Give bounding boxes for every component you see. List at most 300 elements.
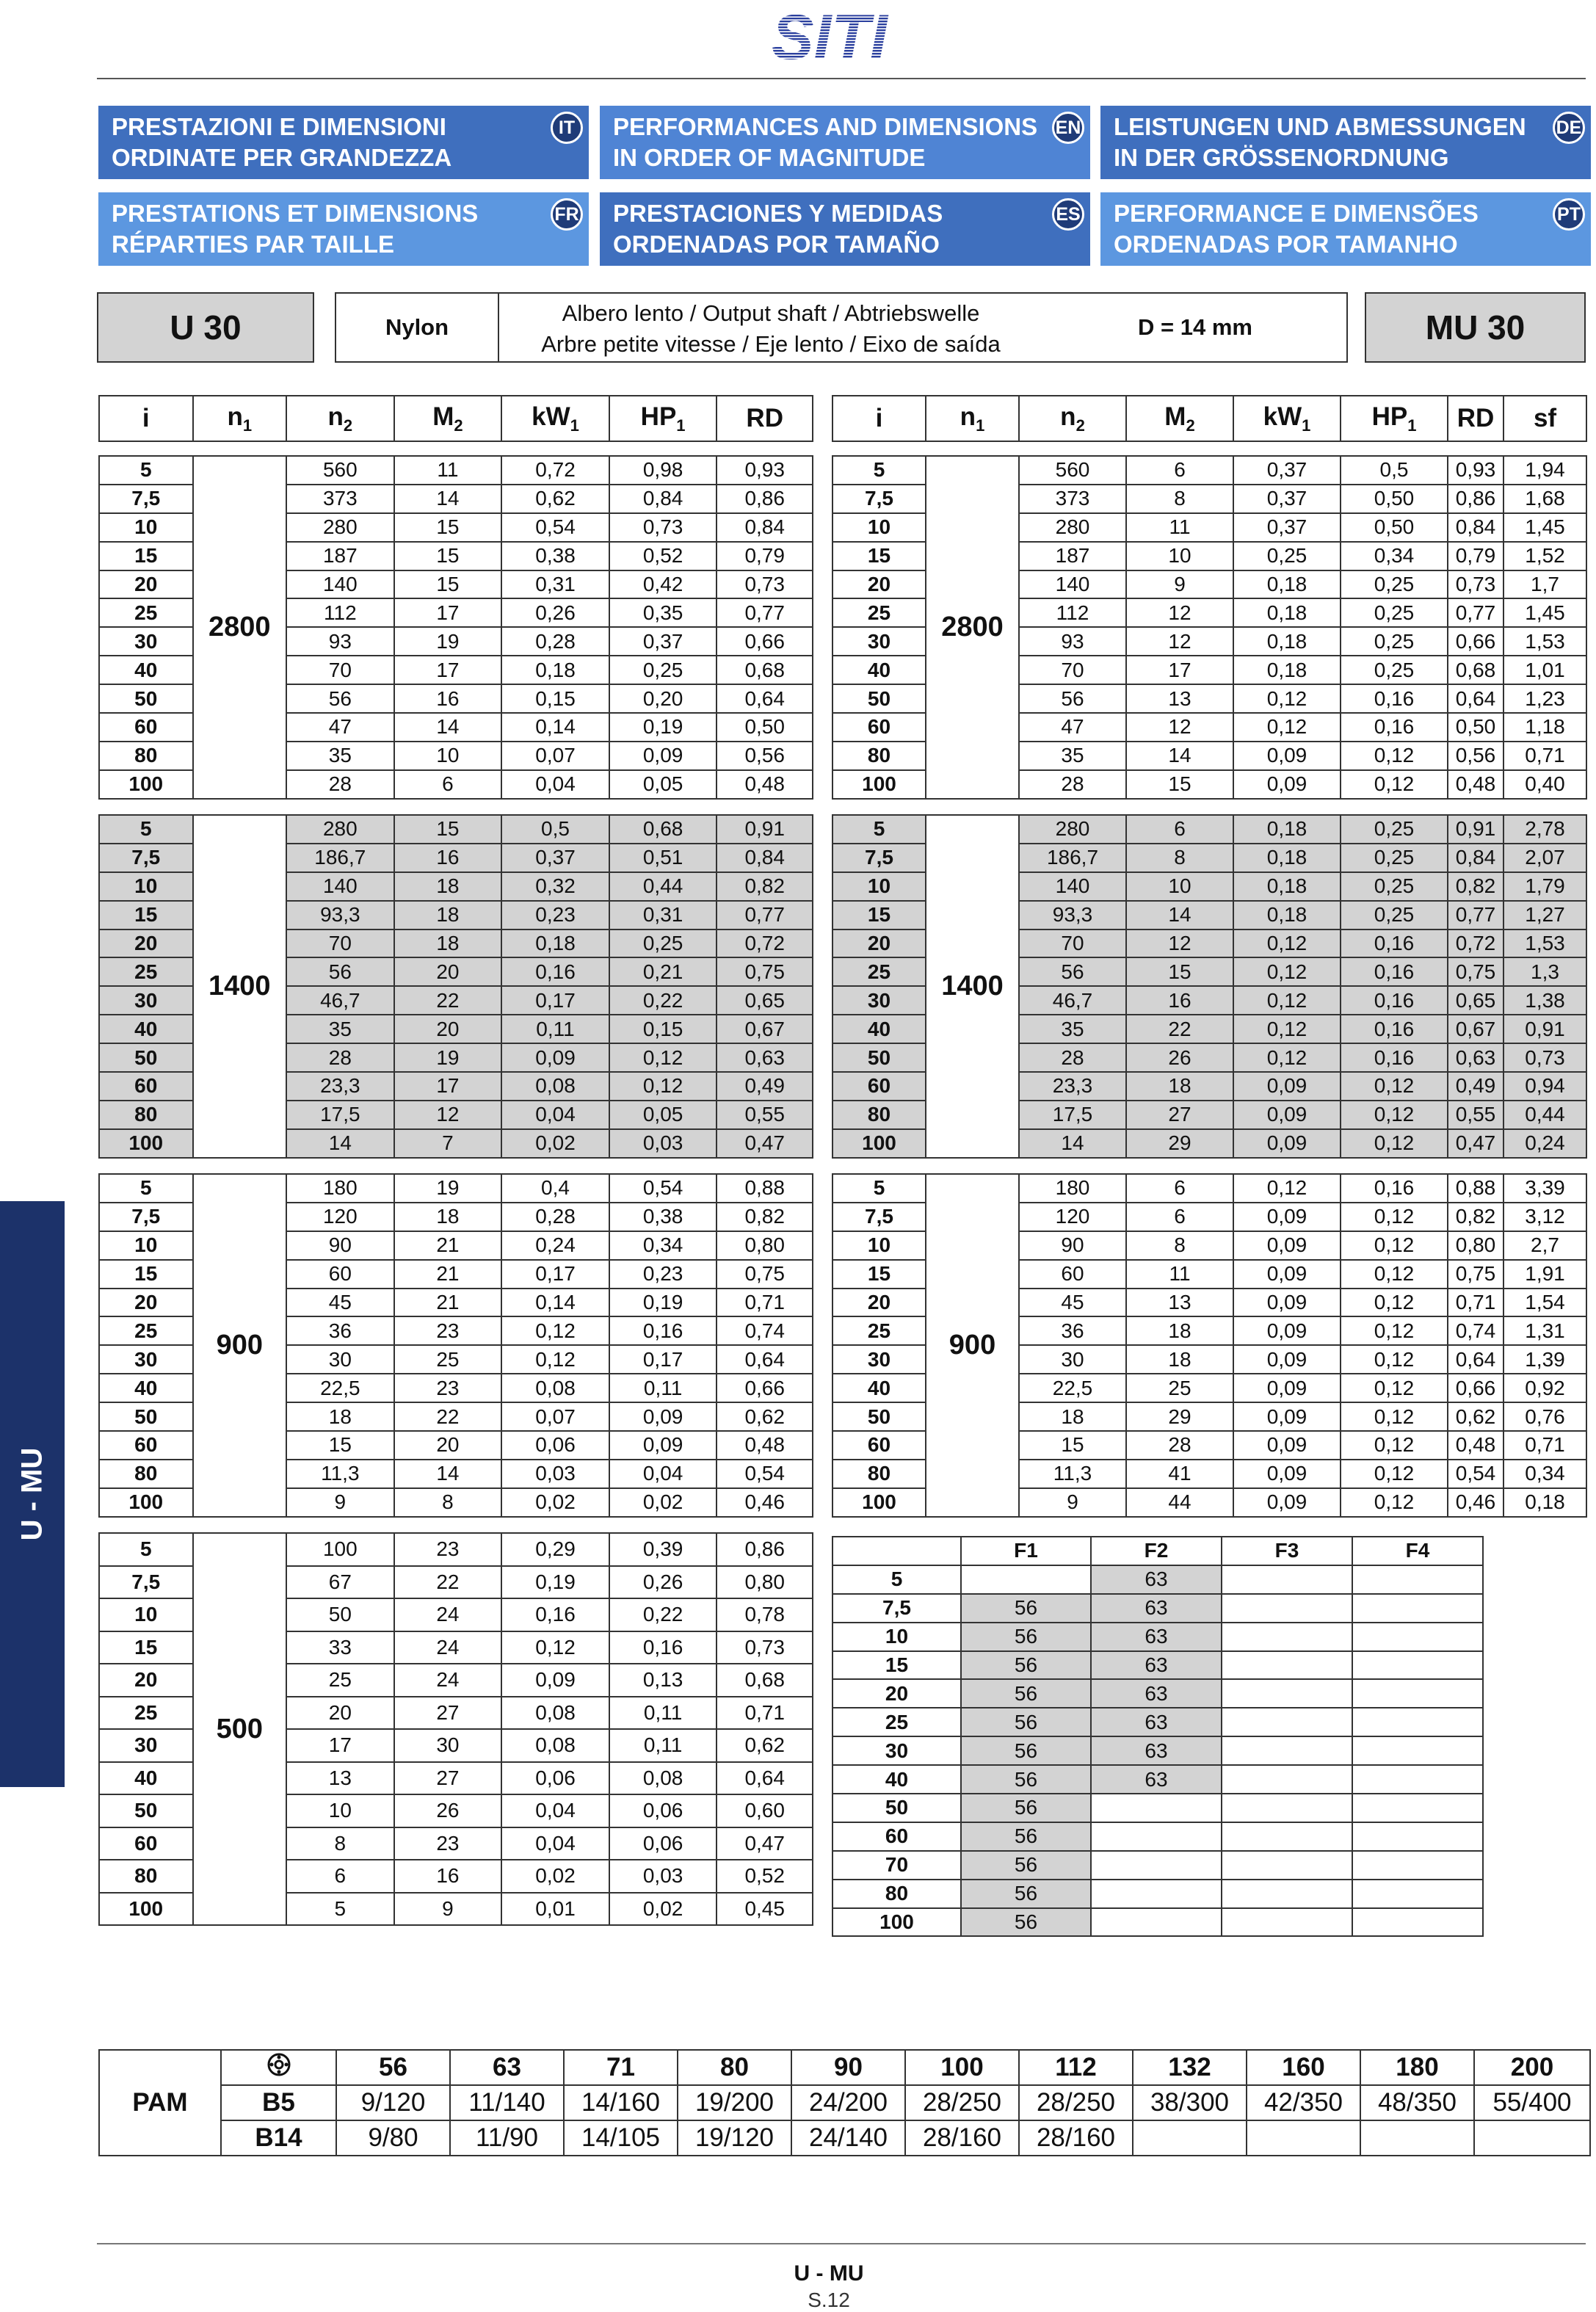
motor-size-cell: 56 xyxy=(336,2050,450,2085)
flange-table xyxy=(832,1536,1484,1937)
value-cell: 0,15 xyxy=(501,684,609,713)
value-cell: 0,12 xyxy=(1341,1101,1448,1129)
value-cell: 24 xyxy=(394,1664,502,1697)
value-cell: 0,08 xyxy=(501,1374,609,1402)
value-cell: 0,91 xyxy=(1503,1015,1586,1043)
banner-line: RÉPARTIES PAR TAILLE xyxy=(112,231,395,258)
value-cell: 12 xyxy=(1126,598,1233,627)
header-symbol: kW xyxy=(1263,402,1302,431)
flange-cell: 63 xyxy=(1091,1679,1222,1708)
value-cell: 0,63 xyxy=(1448,1043,1503,1072)
header-symbol: HP xyxy=(1371,402,1408,431)
value-cell: 0,73 xyxy=(609,513,717,542)
value-cell: 1,3 xyxy=(1503,957,1586,986)
language-code-badge: EN xyxy=(1052,112,1084,144)
value-cell: 0,25 xyxy=(609,656,717,684)
mu30-col-header xyxy=(833,396,926,441)
value-cell: 0,16 xyxy=(1341,929,1448,958)
b5-cell: 19/200 xyxy=(678,2085,791,2120)
value-cell: 0,71 xyxy=(1448,1289,1503,1317)
value-cell: 1,01 xyxy=(1503,656,1586,684)
value-cell: 47 xyxy=(286,713,394,742)
value-cell: 30 xyxy=(394,1729,502,1762)
value-cell: 18 xyxy=(1126,1345,1233,1374)
value-cell: 35 xyxy=(286,1015,394,1043)
value-cell: 17 xyxy=(394,598,502,627)
value-cell: 0,75 xyxy=(1448,957,1503,986)
value-cell: 0,12 xyxy=(1341,770,1448,799)
value-cell: 0,15 xyxy=(609,1015,717,1043)
flange-cell xyxy=(1222,1851,1352,1880)
value-cell: 0,91 xyxy=(717,815,813,844)
value-cell: 0,5 xyxy=(1341,456,1448,485)
value-cell: 14 xyxy=(394,485,502,513)
model-u30-label: U 30 xyxy=(97,292,314,363)
value-cell: 50 xyxy=(286,1598,394,1631)
value-cell: 280 xyxy=(286,513,394,542)
value-cell: 1,23 xyxy=(1503,684,1586,713)
shaft-info-box xyxy=(335,292,1348,363)
ratio-cell: 40 xyxy=(99,1762,193,1795)
value-cell: 0,79 xyxy=(717,542,813,570)
motor-flange-icon xyxy=(221,2050,336,2085)
value-cell: 0,09 xyxy=(1233,1101,1341,1129)
value-cell: 0,80 xyxy=(1448,1231,1503,1260)
value-cell: 93,3 xyxy=(1019,901,1126,929)
value-cell: 70 xyxy=(286,656,394,684)
header-symbol: sf xyxy=(1533,404,1557,432)
value-cell: 0,48 xyxy=(1448,770,1503,799)
mu30-column-header xyxy=(832,395,1587,442)
banner-line: ORDINATE PER GRANDEZZA xyxy=(112,144,452,171)
motor-size-cell: 132 xyxy=(1133,2050,1247,2085)
flange-cell xyxy=(1352,1565,1483,1594)
value-cell: 19 xyxy=(394,1043,502,1072)
value-cell: 0,12 xyxy=(1233,713,1341,742)
value-cell: 0,54 xyxy=(1448,1460,1503,1488)
value-cell: 0,16 xyxy=(501,957,609,986)
value-cell: 14 xyxy=(1126,901,1233,929)
value-cell: 35 xyxy=(1019,1015,1126,1043)
value-cell: 0,12 xyxy=(1341,1402,1448,1431)
value-cell: 0,18 xyxy=(1233,901,1341,929)
mu30-speed-block xyxy=(832,455,1587,800)
ratio-cell: 15 xyxy=(833,542,926,570)
b14-cell: 14/105 xyxy=(564,2120,678,2156)
banner-fr xyxy=(98,192,589,266)
value-cell: 0,73 xyxy=(1503,1043,1586,1072)
value-cell: 0,18 xyxy=(501,929,609,958)
value-cell: 11 xyxy=(1126,513,1233,542)
value-cell: 0,44 xyxy=(1503,1101,1586,1129)
u30-col-header xyxy=(286,396,394,441)
flange-cell: 56 xyxy=(961,1736,1091,1765)
motor-size-cell: 90 xyxy=(791,2050,905,2085)
value-cell: 60 xyxy=(1019,1260,1126,1289)
value-cell: 0,50 xyxy=(1448,713,1503,742)
value-cell: 1,54 xyxy=(1503,1289,1586,1317)
flange-cell: 56 xyxy=(961,1880,1091,1908)
value-cell: 0,47 xyxy=(717,1827,813,1860)
flange-cell xyxy=(1091,1794,1222,1822)
value-cell: 0,38 xyxy=(501,542,609,570)
ratio-cell: 5 xyxy=(99,456,193,485)
value-cell: 46,7 xyxy=(1019,986,1126,1015)
flange-col-header: F1 xyxy=(961,1537,1091,1565)
value-cell: 70 xyxy=(1019,929,1126,958)
value-cell: 0,50 xyxy=(1341,485,1448,513)
value-cell: 100 xyxy=(286,1533,394,1566)
b14-cell: 28/160 xyxy=(905,2120,1019,2156)
flange-cell: 56 xyxy=(961,1822,1091,1851)
value-cell: 280 xyxy=(1019,815,1126,844)
value-cell: 6 xyxy=(1126,815,1233,844)
value-cell: 0,12 xyxy=(609,1072,717,1101)
value-cell: 0,75 xyxy=(1448,1260,1503,1289)
header-symbol: i xyxy=(142,404,150,432)
ratio-cell: 5 xyxy=(833,456,926,485)
ratio-cell: 5 xyxy=(99,815,193,844)
svg-text:SITI: SITI xyxy=(772,6,888,65)
value-cell: 0,92 xyxy=(1503,1374,1586,1402)
value-cell: 0,50 xyxy=(717,713,813,742)
value-cell: 0,75 xyxy=(717,957,813,986)
value-cell: 0,02 xyxy=(501,1129,609,1158)
input-speed-cell: 2800 xyxy=(926,456,1019,799)
value-cell: 1,94 xyxy=(1503,456,1586,485)
value-cell: 0,37 xyxy=(609,627,717,656)
header-symbol: M xyxy=(432,402,454,431)
value-cell: 186,7 xyxy=(286,844,394,872)
value-cell: 0,03 xyxy=(609,1860,717,1893)
value-cell: 13 xyxy=(286,1762,394,1795)
value-cell: 187 xyxy=(1019,542,1126,570)
table-row xyxy=(833,1565,1483,1594)
value-cell: 0,18 xyxy=(1233,627,1341,656)
ratio-cell: 30 xyxy=(833,986,926,1015)
table-row xyxy=(833,1174,1586,1203)
value-cell: 0,09 xyxy=(1233,1203,1341,1231)
mu30-col-header xyxy=(1233,396,1341,441)
ratio-cell: 60 xyxy=(833,1822,961,1851)
value-cell: 0,54 xyxy=(717,1460,813,1488)
value-cell: 0,29 xyxy=(501,1533,609,1566)
value-cell: 0,25 xyxy=(1341,656,1448,684)
value-cell: 1,53 xyxy=(1503,929,1586,958)
value-cell: 9 xyxy=(394,1893,502,1926)
table-row xyxy=(99,815,813,844)
value-cell: 12 xyxy=(1126,627,1233,656)
value-cell: 14 xyxy=(286,1129,394,1158)
value-cell: 36 xyxy=(286,1316,394,1345)
motor-size-cell: 200 xyxy=(1474,2050,1590,2085)
value-cell: 19 xyxy=(394,627,502,656)
value-cell: 120 xyxy=(1019,1203,1126,1231)
flange-cell xyxy=(1222,1765,1352,1794)
ratio-cell: 25 xyxy=(833,598,926,627)
u30-col-header xyxy=(609,396,717,441)
flange-cell: 56 xyxy=(961,1651,1091,1680)
shaft-diameter: D = 14 mm xyxy=(1138,314,1252,340)
value-cell: 0,18 xyxy=(1233,815,1341,844)
value-cell: 7 xyxy=(394,1129,502,1158)
value-cell: 1,45 xyxy=(1503,513,1586,542)
ratio-cell: 70 xyxy=(833,1851,961,1880)
value-cell: 0,40 xyxy=(1503,770,1586,799)
value-cell: 18 xyxy=(1019,1402,1126,1431)
value-cell: 0,09 xyxy=(609,1402,717,1431)
flange-cell xyxy=(1352,1765,1483,1794)
value-cell: 0,14 xyxy=(501,713,609,742)
value-cell: 15 xyxy=(394,513,502,542)
value-cell: 0,19 xyxy=(501,1566,609,1599)
value-cell: 0,12 xyxy=(1341,1231,1448,1260)
value-cell: 18 xyxy=(1126,1072,1233,1101)
motor-size-cell: 71 xyxy=(564,2050,678,2085)
value-cell: 1,53 xyxy=(1503,627,1586,656)
value-cell: 16 xyxy=(394,1860,502,1893)
input-speed-cell: 1400 xyxy=(926,815,1019,1158)
value-cell: 0,20 xyxy=(609,684,717,713)
header-subscript: 1 xyxy=(570,416,579,435)
value-cell: 17 xyxy=(1126,656,1233,684)
input-speed-cell: 500 xyxy=(193,1533,287,1925)
value-cell: 0,11 xyxy=(501,1015,609,1043)
ratio-cell: 60 xyxy=(833,713,926,742)
value-cell: 6 xyxy=(1126,1174,1233,1203)
value-cell: 0,55 xyxy=(717,1101,813,1129)
value-cell: 56 xyxy=(286,684,394,713)
value-cell: 10 xyxy=(1126,542,1233,570)
value-cell: 0,11 xyxy=(609,1697,717,1730)
ratio-cell: 25 xyxy=(99,598,193,627)
value-cell: 0,37 xyxy=(501,844,609,872)
ratio-cell: 20 xyxy=(833,929,926,958)
ratio-cell: 30 xyxy=(833,1736,961,1765)
value-cell: 0,64 xyxy=(717,684,813,713)
ratio-cell: 10 xyxy=(99,1598,193,1631)
value-cell: 0,62 xyxy=(717,1402,813,1431)
value-cell: 0,56 xyxy=(1448,742,1503,770)
ratio-cell: 15 xyxy=(99,542,193,570)
value-cell: 22 xyxy=(394,1566,502,1599)
value-cell: 10 xyxy=(1126,872,1233,901)
value-cell: 140 xyxy=(286,570,394,599)
value-cell: 1,45 xyxy=(1503,598,1586,627)
blank-corner-cell xyxy=(833,1537,961,1565)
value-cell: 5 xyxy=(286,1893,394,1926)
shaft-line: Albero lento / Output shaft / Abtriebswelle xyxy=(562,300,980,326)
value-cell: 0,32 xyxy=(501,872,609,901)
b5-cell: 38/300 xyxy=(1133,2085,1247,2120)
value-cell: 0,11 xyxy=(609,1374,717,1402)
value-cell: 0,12 xyxy=(1341,1289,1448,1317)
ratio-cell: 60 xyxy=(99,713,193,742)
value-cell: 0,16 xyxy=(1341,713,1448,742)
b5-cell: 14/160 xyxy=(564,2085,678,2120)
value-cell: 0,12 xyxy=(501,1631,609,1664)
value-cell: 0,09 xyxy=(609,1431,717,1460)
value-cell: 0,26 xyxy=(501,598,609,627)
value-cell: 0,73 xyxy=(717,570,813,599)
table-row xyxy=(833,1736,1483,1765)
u30-col-header xyxy=(501,396,609,441)
value-cell: 22 xyxy=(1126,1015,1233,1043)
flange-cell xyxy=(1352,1623,1483,1651)
banner-line: PERFORMANCES AND DIMENSIONS xyxy=(613,113,1038,140)
value-cell: 0,68 xyxy=(717,656,813,684)
value-cell: 33 xyxy=(286,1631,394,1664)
value-cell: 0,09 xyxy=(1233,742,1341,770)
ratio-cell: 40 xyxy=(833,656,926,684)
flange-cell xyxy=(1222,1880,1352,1908)
ratio-cell: 30 xyxy=(99,986,193,1015)
value-cell: 10 xyxy=(394,742,502,770)
value-cell: 0,34 xyxy=(1503,1460,1586,1488)
ratio-cell: 50 xyxy=(833,1794,961,1822)
ratio-cell: 5 xyxy=(99,1174,193,1203)
flange-cell: 56 xyxy=(961,1851,1091,1880)
value-cell: 0,45 xyxy=(717,1893,813,1926)
value-cell: 6 xyxy=(286,1860,394,1893)
flange-cell xyxy=(1352,1594,1483,1623)
value-cell: 0,93 xyxy=(1448,456,1503,485)
value-cell: 0,16 xyxy=(501,1598,609,1631)
value-cell: 0,54 xyxy=(609,1174,717,1203)
value-cell: 23,3 xyxy=(286,1072,394,1101)
value-cell: 0,05 xyxy=(609,770,717,799)
value-cell: 0,07 xyxy=(501,742,609,770)
value-cell: 19 xyxy=(394,1174,502,1203)
ratio-cell: 15 xyxy=(833,901,926,929)
banner-line: PERFORMANCE E DIMENSÕES xyxy=(1114,200,1479,227)
table-row xyxy=(833,1623,1483,1651)
value-cell: 11,3 xyxy=(1019,1460,1126,1488)
table-row xyxy=(833,1679,1483,1708)
header-symbol: RD xyxy=(1457,404,1495,432)
mu30-speed-block xyxy=(832,814,1587,1159)
table-row xyxy=(833,1594,1483,1623)
value-cell: 0,17 xyxy=(501,986,609,1015)
ratio-cell: 25 xyxy=(833,957,926,986)
value-cell: 1,38 xyxy=(1503,986,1586,1015)
u30-speed-block xyxy=(98,1532,813,1926)
value-cell: 0,71 xyxy=(1503,1431,1586,1460)
value-cell: 17 xyxy=(394,1072,502,1101)
language-code-badge: IT xyxy=(551,112,583,144)
u30-column-header xyxy=(98,395,813,442)
value-cell: 28 xyxy=(1019,770,1126,799)
value-cell: 60 xyxy=(286,1260,394,1289)
value-cell: 0,34 xyxy=(609,1231,717,1260)
value-cell: 23,3 xyxy=(1019,1072,1126,1101)
banner-line: LEISTUNGEN UND ABMESSUNGEN xyxy=(1114,113,1526,140)
flange-cell xyxy=(1352,1679,1483,1708)
ratio-cell: 80 xyxy=(99,742,193,770)
value-cell: 0,12 xyxy=(1233,929,1341,958)
flange-cell: 63 xyxy=(1091,1708,1222,1736)
value-cell: 0,4 xyxy=(501,1174,609,1203)
header-row xyxy=(833,1537,1483,1565)
value-cell: 0,14 xyxy=(501,1289,609,1317)
value-cell: 29 xyxy=(1126,1402,1233,1431)
value-cell: 36 xyxy=(1019,1316,1126,1345)
value-cell: 0,77 xyxy=(717,901,813,929)
table-row xyxy=(833,1765,1483,1794)
value-cell: 0,67 xyxy=(1448,1015,1503,1043)
ratio-cell: 100 xyxy=(833,1908,961,1937)
u30-col-header xyxy=(99,396,193,441)
value-cell: 45 xyxy=(1019,1289,1126,1317)
flange-cell xyxy=(1091,1822,1222,1851)
value-cell: 1,31 xyxy=(1503,1316,1586,1345)
banner-line: PRESTAZIONI E DIMENSIONI xyxy=(112,113,446,140)
value-cell: 112 xyxy=(286,598,394,627)
flange-cell: 56 xyxy=(961,1623,1091,1651)
value-cell: 8 xyxy=(286,1827,394,1860)
value-cell: 0,24 xyxy=(501,1231,609,1260)
b5-cell: 11/140 xyxy=(450,2085,564,2120)
value-cell: 0,66 xyxy=(1448,1374,1503,1402)
motor-size-cell: 100 xyxy=(905,2050,1019,2085)
value-cell: 15 xyxy=(1126,770,1233,799)
flange-cell xyxy=(1222,1736,1352,1765)
flange-cell xyxy=(1352,1908,1483,1937)
value-cell: 0,72 xyxy=(1448,929,1503,958)
value-cell: 0,09 xyxy=(501,1664,609,1697)
bottom-divider xyxy=(97,2243,1586,2244)
value-cell: 44 xyxy=(1126,1488,1233,1517)
value-cell: 0,06 xyxy=(501,1431,609,1460)
ratio-cell: 25 xyxy=(99,1316,193,1345)
mu30-col-header xyxy=(1503,396,1586,441)
value-cell: 0,25 xyxy=(1341,844,1448,872)
ratio-cell: 15 xyxy=(833,1651,961,1680)
value-cell: 0,64 xyxy=(1448,684,1503,713)
value-cell: 27 xyxy=(1126,1101,1233,1129)
value-cell: 0,16 xyxy=(1341,1043,1448,1072)
value-cell: 90 xyxy=(1019,1231,1126,1260)
header-subscript: 2 xyxy=(454,416,463,435)
value-cell: 0,09 xyxy=(1233,1072,1341,1101)
b14-cell: 19/120 xyxy=(678,2120,791,2156)
value-cell: 93 xyxy=(286,627,394,656)
ratio-cell: 7,5 xyxy=(833,1594,961,1623)
shaft-line: Arbre petite vitesse / Eje lento / Eixo de saída xyxy=(541,331,1001,357)
value-cell: 22,5 xyxy=(1019,1374,1126,1402)
flange-cell xyxy=(1222,1794,1352,1822)
value-cell: 0,06 xyxy=(501,1762,609,1795)
value-cell: 0,09 xyxy=(1233,1374,1341,1402)
value-cell: 0,16 xyxy=(1341,1174,1448,1203)
value-cell: 0,82 xyxy=(1448,872,1503,901)
value-cell: 0,12 xyxy=(1341,1203,1448,1231)
ratio-cell: 30 xyxy=(99,627,193,656)
value-cell: 0,12 xyxy=(1341,1431,1448,1460)
value-cell: 15 xyxy=(394,570,502,599)
value-cell: 0,72 xyxy=(501,456,609,485)
language-code-badge: PT xyxy=(1553,198,1585,231)
value-cell: 0,46 xyxy=(1448,1488,1503,1517)
value-cell: 26 xyxy=(1126,1043,1233,1072)
header-subscript: 1 xyxy=(676,416,686,435)
value-cell: 0,76 xyxy=(1503,1402,1586,1431)
ratio-cell: 20 xyxy=(833,570,926,599)
table-row xyxy=(99,456,813,485)
value-cell: 0,65 xyxy=(1448,986,1503,1015)
side-tab-label: U - MU xyxy=(15,1447,48,1541)
value-cell: 9 xyxy=(1019,1488,1126,1517)
